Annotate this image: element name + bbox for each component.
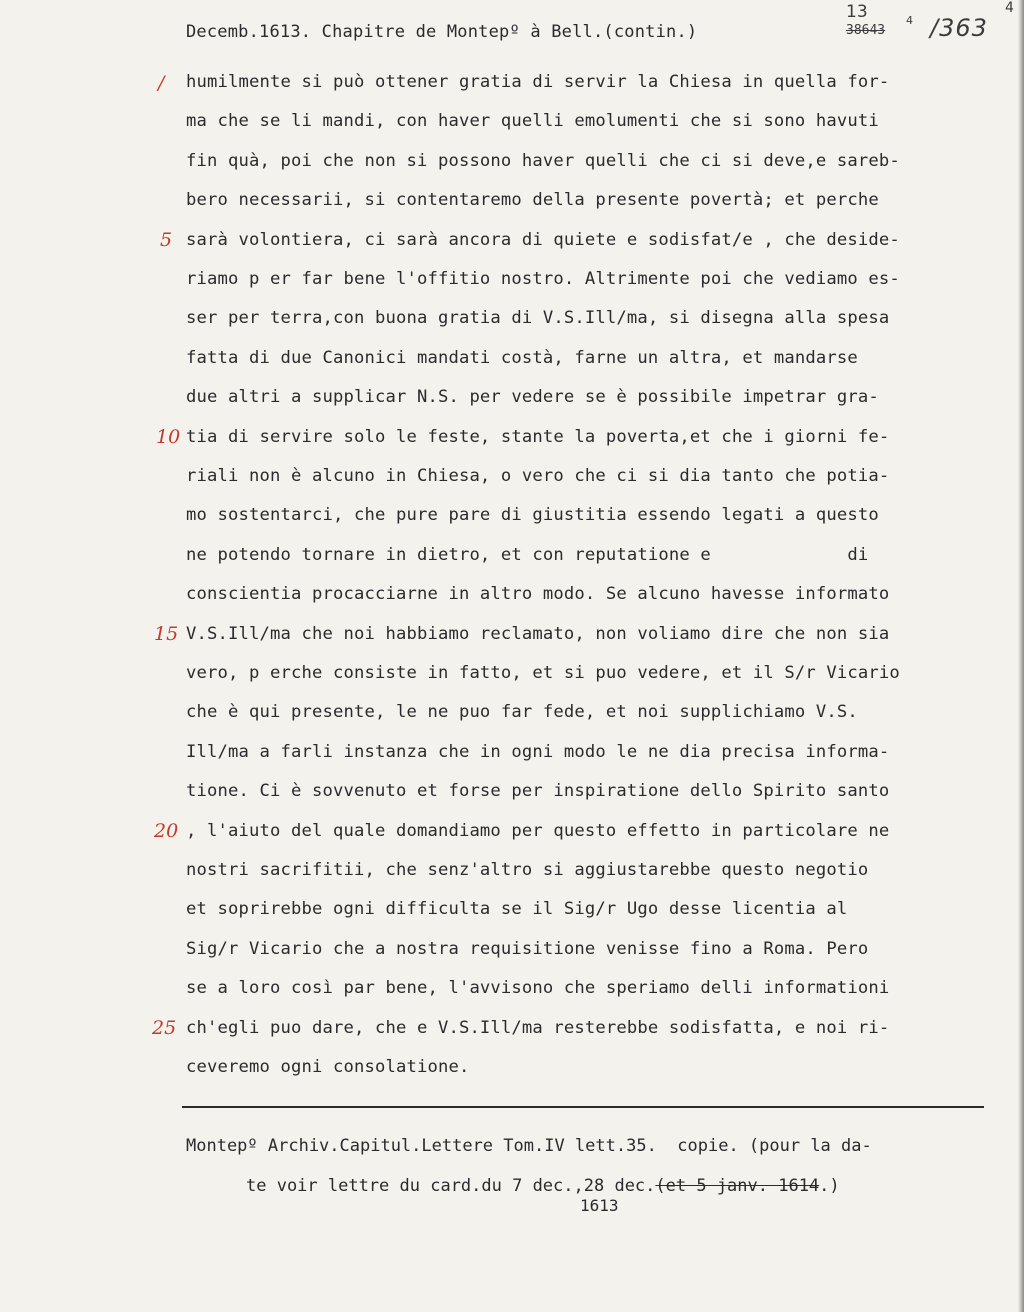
margin-line-number-1: / [158,72,165,94]
text-line: vero, p erche consiste in fatto, et si puo vedere, et il S/r Vicario [186,663,900,683]
text-line: nostri sacrifitii, che senz'altro si aggiustarebbe questo negotio [186,860,869,880]
text-line: tia di servire solo le feste, stante la poverta,et che i giorni fe- [186,426,890,447]
text-line: Ill/ma a farli instanza che in ogni modo le ne dia precisa informa- [186,741,890,762]
text-line: che è qui presente, le ne puo far fede, et noi supplichiamo V.S. [186,702,858,723]
text-line: ch'egli puo dare, che e V.S.Ill/ma resterebbe sodisfatta, e noi ri- [186,1017,890,1038]
text-line: conscientia procacciarne in altro modo. Se alcuno havesse informato [186,584,890,605]
page-edge-shadow [1018,0,1024,1312]
text-line: due altri a supplicar N.S. per vedere se è possibile impetrar gra- [186,387,879,408]
footnote-year: 1613 [580,1196,619,1215]
footnote-line-2-start: te voir lettre du card.du 7 dec.,28 dec. [246,1176,656,1196]
folio-number: /363 [930,14,988,42]
text-line: tione. Ci è sovvenuto et forse per inspiratione dello Spirito santo [186,781,890,802]
archive-ref-number-text: 38643 [846,23,886,38]
margin-line-number-5: 5 [160,229,173,251]
header-title: Decemb.1613. Chapitre de Montepº à Bell.(contin.) [186,22,698,42]
text-line: riali non è alcuno in Chiesa, o vero che ci si dia tanto che potia- [186,466,890,486]
text-line: ne potendo tornare in dietro, et con reputatione e di [186,544,869,565]
text-line: mo sostentarci, che pure pare di giustitia essendo legati a questo [186,505,879,526]
text-line: fatta di due Canonici mandati costà, farne un altra, et mandarse [186,347,858,368]
text-line: ser per terra,con buona gratia di V.S.Ill/ma, si disegna alla spesa [186,308,890,329]
text-line: ceveremo ogni consolatione. [186,1057,470,1077]
text-line: riamo p er far bene l'offitio nostro. Altrimente poi che vediamo es- [186,269,900,289]
footnote-struck-text: (et 5 janv. 1614 [655,1176,820,1196]
text-line: sarà volontiera, ci sarà ancora di quiete e sodisfat/e , che deside- [186,229,900,250]
footnote-line-2 [246,1176,840,1196]
folio-sup: 4 [1005,0,1014,16]
text-line: humilmente si può ottener gratia di servir la Chiesa in quella for- [186,72,890,92]
text-line: se a loro così par bene, l'avvisono che speriamo delli informationi [186,978,890,999]
text-line: Sig/r Vicario che a nostra requisitione venisse fino a Roma. Pero [186,938,869,959]
footnote-divider [182,1106,984,1108]
footnote-line-1: Montepº Archiv.Capitul.Lettere Tom.IV lett.35. copie. (pour la da- [186,1136,872,1156]
margin-line-number-25: 25 [152,1017,177,1039]
text-line: ma che se li mandi, con haver quelli emolumenti che si sono havuti [186,111,879,132]
footnote-line-2-end: .) [819,1176,840,1196]
archive-ref-sup: 4 [906,14,913,27]
text-line: et soprirebbe ogni difficulta se il Sig/r Ugo desse licentia al [186,899,848,920]
archive-ref-number [846,23,885,38]
text-line: fin quà, poi che non si possono haver quelli che ci si deve,e sareb- [186,150,900,171]
margin-line-number-10: 10 [156,426,181,448]
text-line: bero necessarii, si contentaremo della presente povertà; et perche [186,190,879,211]
margin-line-number-20: 20 [154,820,179,842]
page-header [186,22,697,42]
margin-line-number-15: 15 [154,623,179,645]
pencil-annotation-top: 13 [846,2,868,22]
text-line: V.S.Ill/ma che noi habbiamo reclamato, non voliamo dire che non sia [186,623,890,644]
text-line: , l'aiuto del quale domandiamo per questo effetto in particolare ne [186,820,890,841]
